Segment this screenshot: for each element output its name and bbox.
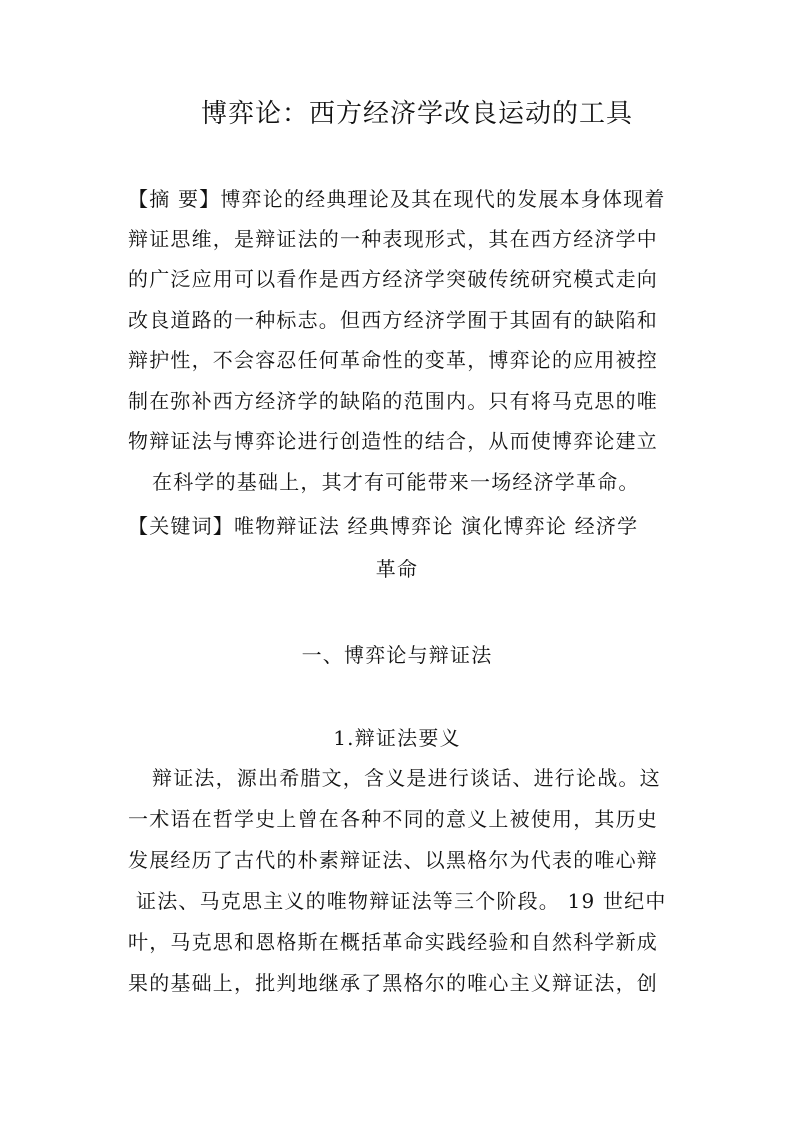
body-line-2: 一术语在哲学史上曾在各种不同的意义上被使用，其历史	[128, 807, 658, 831]
body-line-4: 证法、马克思主义的唯物辩证法等三个阶段。 19 世纪中	[136, 889, 667, 913]
body-line-5: 叶，马克思和恩格斯在概括革命实践经验和自然科学新成	[128, 930, 658, 954]
keywords-line-1: 【关键词】唯物辩证法 经典博弈论 演化博弈论 经济学	[128, 514, 639, 538]
abstract-line-6: 制在弥补西方经济学的缺陷的范围内。只有将马克思的唯	[128, 389, 658, 413]
abstract-line-3: 的广泛应用可以看作是西方经济学突破传统研究模式走向	[128, 267, 658, 291]
body-line-6: 果的基础上，批判地继承了黑格尔的唯心主义辩证法，创	[128, 971, 658, 995]
document-title: 博弈论：西方经济学改良运动的工具	[200, 99, 633, 129]
abstract-line-2: 辩证思维，是辩证法的一种表现形式，其在西方经济学中	[128, 227, 658, 251]
section-heading: 一、博弈论与辩证法	[301, 643, 493, 667]
body-line-1: 辩证法，源出希腊文，含义是进行谈话、进行论战。这	[152, 766, 661, 790]
abstract-line-4: 改良道路的一种标志。但西方经济学囿于其固有的缺陷和	[128, 308, 658, 332]
abstract-line-7: 物辩证法与博弈论进行创造性的结合，从而使博弈论建立	[128, 429, 658, 453]
abstract-line-1: 【摘 要】博弈论的经典理论及其在现代的发展本身体现着	[128, 187, 666, 211]
subsection-heading: 1.辩证法要义	[333, 726, 461, 750]
abstract-line-8: 在科学的基础上，其才有可能带来一场经济学革命。	[152, 470, 640, 494]
abstract-line-5: 辩护性，不会容忍任何革命性的变革，博弈论的应用被控	[128, 348, 658, 372]
keywords-line-2: 革命	[375, 557, 419, 581]
body-line-3: 发展经历了古代的朴素辩证法、以黑格尔为代表的唯心辩	[128, 848, 658, 872]
